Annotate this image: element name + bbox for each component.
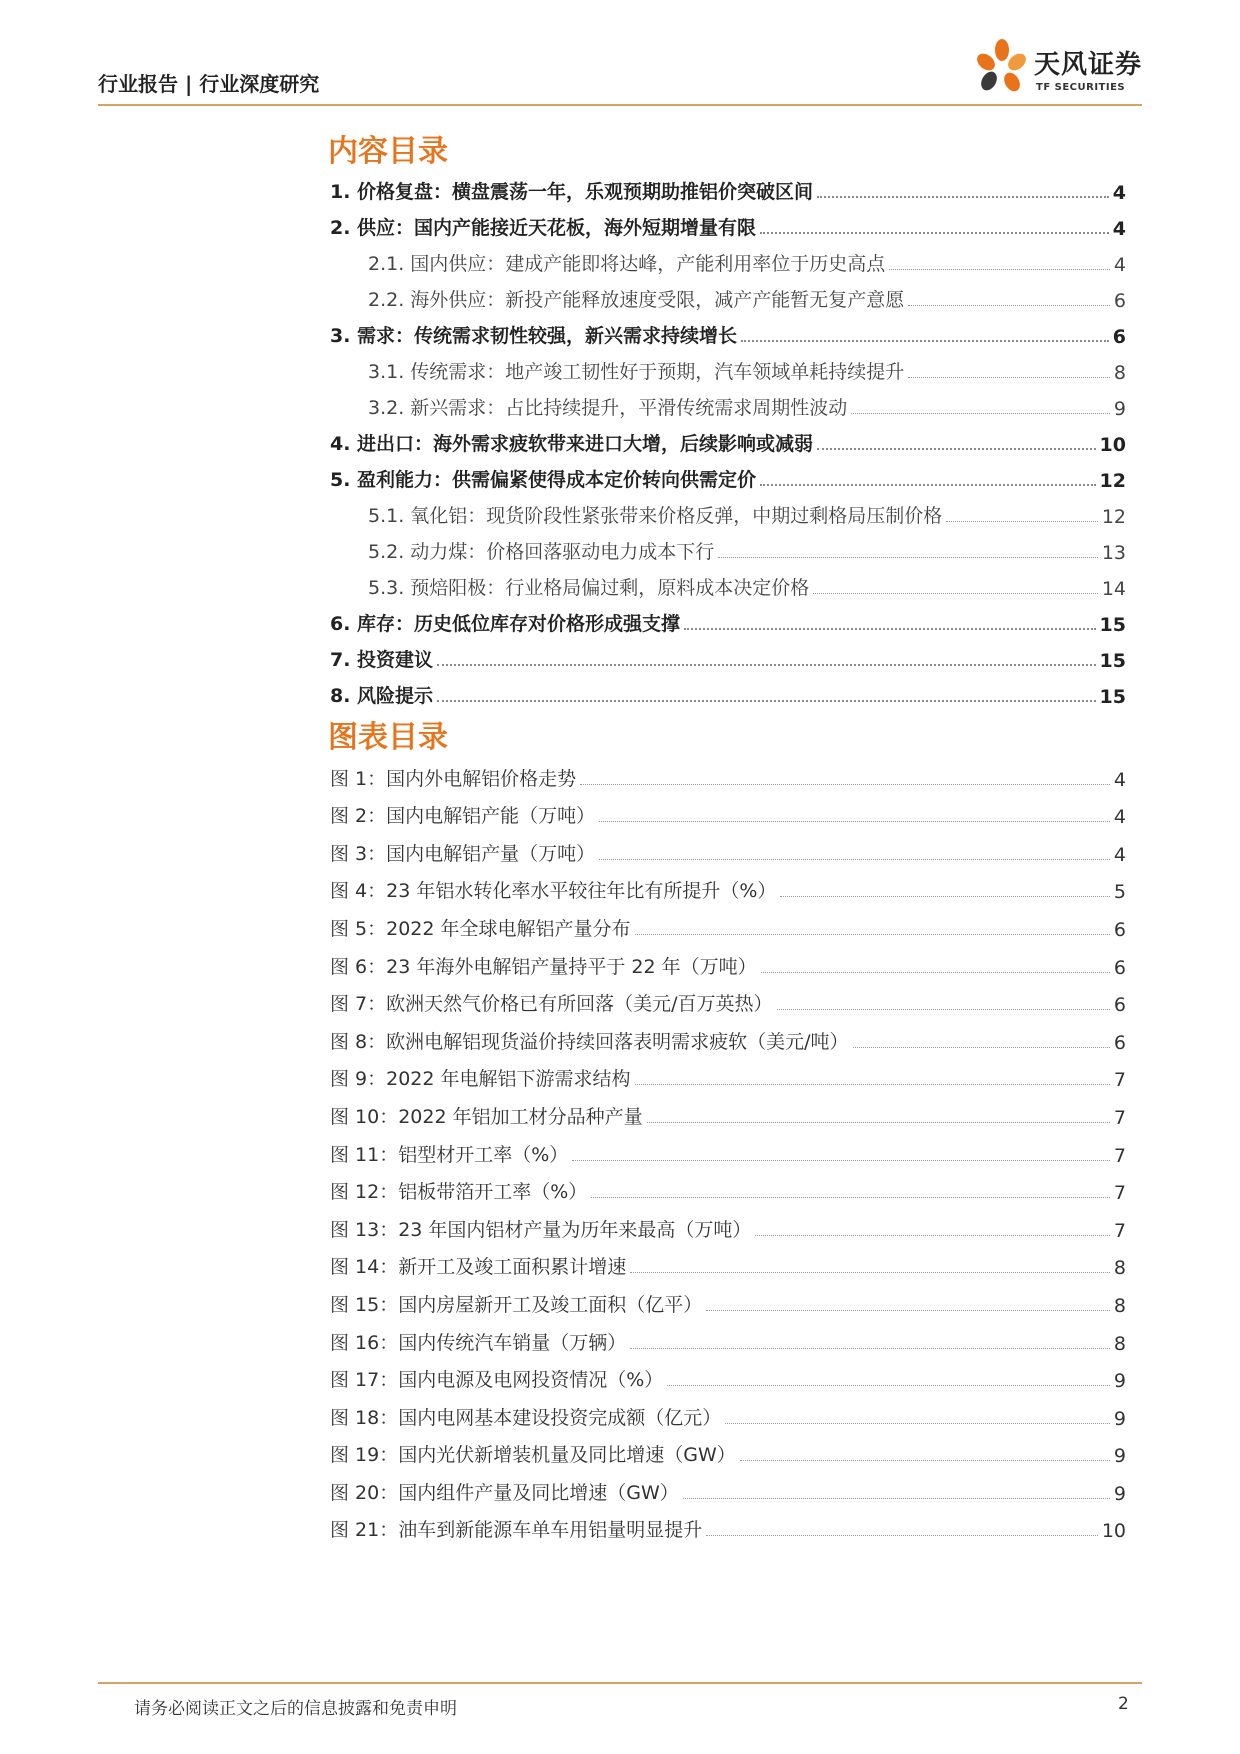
figure-entry-page: 9 (1113, 1370, 1126, 1393)
figure-entry-page: 7 (1113, 1182, 1126, 1205)
toc-entry-page: 8 (1113, 362, 1126, 384)
figure-entry-page: 9 (1113, 1482, 1126, 1505)
toc-entry-text: 5.2. 动力煤：价格回落驱动电力成本下行 (368, 541, 715, 563)
figure-entry-text: 图 18：国内电网基本建设投资完成额（亿元） (330, 1406, 722, 1429)
toc-entry-page: 4 (1113, 254, 1126, 276)
toc-entry-text: 4. 进出口：海外需求疲软带来进口大增，后续影响或减弱 (330, 433, 814, 455)
dot-leader (684, 628, 1095, 630)
figure-entry-page: 7 (1113, 1144, 1126, 1167)
toc-entry[interactable] (330, 636, 1126, 672)
figure-entry-page: 6 (1113, 1031, 1126, 1054)
toc-entry-text: 3.2. 新兴需求：占比持续提升，平滑传统需求周期性波动 (368, 397, 848, 419)
figure-entry[interactable] (330, 1204, 1126, 1242)
figure-entry[interactable] (330, 979, 1126, 1017)
toc-entry-text: 6. 库存：历史低位库存对价格形成强支撑 (330, 613, 681, 635)
dot-leader (580, 784, 1110, 785)
figure-entry-page: 8 (1113, 1257, 1126, 1280)
toc-entry[interactable] (330, 600, 1126, 636)
figure-list-title: 图表目录 (328, 720, 448, 755)
dot-leader (761, 972, 1110, 973)
toc-entry-page: 6 (1113, 290, 1126, 312)
figure-entry-text: 图 14：新开工及竣工面积累计增速 (330, 1256, 627, 1279)
logo-name-en: TF SECURITIES (1036, 82, 1126, 93)
figure-entry-text: 图 12：铝板带箔开工率（%） (330, 1181, 588, 1204)
figure-entry-page: 8 (1113, 1294, 1126, 1317)
figure-entry-text: 图 17：国内电源及电网投资情况（%） (330, 1369, 664, 1392)
figure-entry-text: 图 1：国内外电解铝价格走势 (330, 767, 577, 790)
toc-entry[interactable] (330, 384, 1126, 420)
toc-entry[interactable] (330, 564, 1126, 600)
figure-entry[interactable] (330, 1091, 1126, 1129)
figure-entry-page: 4 (1113, 806, 1126, 829)
figure-entry[interactable] (330, 753, 1126, 791)
toc-entry[interactable] (330, 456, 1126, 492)
toc-entry[interactable] (330, 348, 1126, 384)
toc-entry[interactable] (330, 204, 1126, 240)
figure-entry-page: 4 (1113, 768, 1126, 791)
toc-entry-text: 2.2. 海外供应：新投产能释放速度受限，减产产能暂无复产意愿 (368, 289, 905, 311)
dot-leader (908, 377, 1110, 378)
figure-entry[interactable] (330, 1016, 1126, 1054)
figure-entry-text: 图 11：铝型材开工率（%） (330, 1143, 569, 1166)
dot-leader (718, 557, 1098, 558)
dot-leader (437, 700, 1095, 702)
dot-leader (780, 896, 1110, 897)
toc-entry-page: 6 (1112, 326, 1126, 348)
figure-entry-text: 图 9：2022 年电解铝下游需求结构 (330, 1068, 631, 1091)
toc-entry-text: 3.1. 传统需求：地产竣工韧性好于预期，汽车领域单耗持续提升 (368, 361, 905, 383)
figure-entry-text: 图 5：2022 年全球电解铝产量分布 (330, 917, 631, 940)
figure-entry-text: 图 16：国内传统汽车销量（万辆） (330, 1331, 627, 1354)
toc-entry-page: 12 (1101, 506, 1126, 528)
figure-entry[interactable] (330, 866, 1126, 904)
figure-entry-page: 6 (1113, 994, 1126, 1017)
figure-entry[interactable] (330, 1242, 1126, 1280)
dot-leader (725, 1423, 1110, 1424)
toc-entry[interactable] (330, 528, 1126, 564)
dot-leader (437, 664, 1095, 666)
figure-entry-text: 图 21：油车到新能源车单车用铝量明显提升 (330, 1519, 703, 1542)
figure-entry-text: 图 7：欧洲天然气价格已有所回落（美元/百万英热） (330, 993, 773, 1016)
flower-logo-icon (970, 36, 1032, 100)
dot-leader (946, 521, 1098, 522)
dot-leader (706, 1310, 1110, 1311)
figure-list (330, 753, 1126, 1542)
figure-entry-page: 7 (1113, 1106, 1126, 1129)
figure-entry[interactable] (330, 1279, 1126, 1317)
dot-leader (741, 340, 1109, 342)
figure-entry-text: 图 6：23 年海外电解铝产量持平于 22 年（万吨） (330, 955, 757, 978)
figure-entry-page: 5 (1113, 881, 1126, 904)
dot-leader (777, 1009, 1110, 1010)
figure-entry[interactable] (330, 941, 1126, 979)
dot-leader (599, 859, 1110, 860)
figure-entry-page: 10 (1101, 1520, 1126, 1543)
figure-entry-text: 图 15：国内房屋新开工及竣工面积（亿平） (330, 1293, 703, 1316)
footer-divider (98, 1682, 1142, 1684)
toc-entry[interactable] (330, 312, 1126, 348)
figure-entry-page: 6 (1113, 956, 1126, 979)
figure-entry-page: 9 (1113, 1407, 1126, 1430)
toc-entry-page: 12 (1099, 470, 1126, 492)
dot-leader (817, 448, 1095, 450)
toc-entry-page: 4 (1112, 218, 1126, 240)
dot-leader (630, 1272, 1110, 1273)
figure-entry-text: 图 10：2022 年铝加工材分品种产量 (330, 1105, 643, 1128)
toc-entry-page: 10 (1099, 434, 1126, 456)
figure-entry[interactable] (330, 1392, 1126, 1430)
header-divider (98, 104, 1142, 106)
figure-entry-text: 图 20：国内组件产量及同比增速（GW） (330, 1481, 679, 1504)
disclaimer-notice: 请务必阅读正文之后的信息披露和免责申明 (134, 1699, 457, 1719)
dot-leader (683, 1498, 1110, 1499)
toc-entry-page: 9 (1113, 398, 1126, 420)
toc-entry-text: 5. 盈利能力：供需偏紧使得成本定价转向供需定价 (330, 469, 757, 491)
dot-leader (635, 934, 1110, 935)
figure-entry[interactable] (330, 903, 1126, 941)
toc-entry[interactable] (330, 420, 1126, 456)
figure-entry[interactable] (330, 1317, 1126, 1355)
dot-leader (740, 1460, 1110, 1461)
figure-entry-text: 图 8：欧洲电解铝现货溢价持续回落表明需求疲软（美元/吨） (330, 1030, 849, 1053)
page-number: 2 (1118, 1694, 1129, 1714)
toc-entry[interactable] (330, 240, 1126, 276)
figure-entry-page: 4 (1113, 843, 1126, 866)
dot-leader (599, 821, 1110, 822)
figure-entry[interactable] (330, 828, 1126, 866)
figure-entry[interactable] (330, 1129, 1126, 1167)
toc-entry-text: 5.3. 预焙阳极：行业格局偏过剩，原料成本决定价格 (368, 577, 810, 599)
toc-entry-text: 2.1. 国内供应：建成产能即将达峰，产能利用率位于历史高点 (368, 253, 886, 275)
figure-entry-page: 9 (1113, 1445, 1126, 1468)
toc-entry-text: 8. 风险提示 (330, 685, 434, 707)
toc-entry[interactable] (330, 168, 1126, 204)
toc-list (330, 168, 1126, 708)
figure-entry-text: 图 2：国内电解铝产能（万吨） (330, 805, 596, 828)
figure-entry[interactable] (330, 1355, 1126, 1393)
figure-entry-page: 6 (1113, 918, 1126, 941)
dot-leader (889, 269, 1110, 270)
figure-entry-text: 图 13：23 年国内铝材产量为历年来最高（万吨） (330, 1218, 752, 1241)
toc-entry-text: 1. 价格复盘：横盘震荡一年，乐观预期助推铝价突破区间 (330, 181, 814, 203)
figure-entry[interactable] (330, 1430, 1126, 1468)
dot-leader (817, 196, 1109, 198)
toc-entry-page: 15 (1099, 650, 1126, 672)
logo-name-cn: 天风证券 (1034, 50, 1143, 80)
figure-entry-page: 7 (1113, 1219, 1126, 1242)
dot-leader (630, 1348, 1110, 1349)
toc-entry-page: 15 (1099, 614, 1126, 636)
toc-title: 内容目录 (328, 134, 448, 169)
dot-leader (908, 305, 1110, 306)
figure-entry-text: 图 4：23 年铝水转化率水平较往年比有所提升（%） (330, 880, 777, 903)
dot-leader (760, 232, 1109, 234)
dot-leader (755, 1235, 1109, 1236)
figure-entry[interactable] (330, 1054, 1126, 1092)
figure-entry[interactable] (330, 1167, 1126, 1205)
dot-leader (853, 1047, 1110, 1048)
toc-entry-page: 15 (1099, 686, 1126, 708)
toc-entry-text: 2. 供应：国内产能接近天花板，海外短期增量有限 (330, 217, 757, 239)
report-category: 行业报告 | 行业深度研究 (98, 72, 320, 96)
dot-leader (667, 1385, 1110, 1386)
toc-entry[interactable] (330, 492, 1126, 528)
dot-leader (591, 1197, 1110, 1198)
figure-entry-page: 7 (1113, 1069, 1126, 1092)
dot-leader (635, 1084, 1110, 1085)
toc-entry-page: 14 (1101, 578, 1126, 600)
dot-leader (572, 1160, 1110, 1161)
toc-entry[interactable] (330, 672, 1126, 708)
company-logo (970, 36, 1150, 104)
dot-leader (851, 413, 1110, 414)
toc-entry[interactable] (330, 276, 1126, 312)
toc-entry-text: 3. 需求：传统需求韧性较强，新兴需求持续增长 (330, 325, 738, 347)
figure-entry-page: 8 (1113, 1332, 1126, 1355)
dot-leader (760, 484, 1095, 486)
dot-leader (706, 1535, 1098, 1536)
toc-entry-page: 13 (1101, 542, 1126, 564)
toc-entry-text: 5.1. 氧化铝：现货阶段性紧张带来价格反弹，中期过剩格局压制价格 (368, 505, 943, 527)
figure-entry[interactable] (330, 1467, 1126, 1505)
figure-entry[interactable] (330, 791, 1126, 829)
figure-entry[interactable] (330, 1505, 1126, 1543)
dot-leader (813, 593, 1098, 594)
dot-leader (647, 1122, 1110, 1123)
figure-entry-text: 图 19：国内光伏新增装机量及同比增速（GW） (330, 1444, 736, 1467)
toc-entry-page: 4 (1112, 182, 1126, 204)
toc-entry-text: 7. 投资建议 (330, 649, 434, 671)
figure-entry-text: 图 3：国内电解铝产量（万吨） (330, 842, 596, 865)
